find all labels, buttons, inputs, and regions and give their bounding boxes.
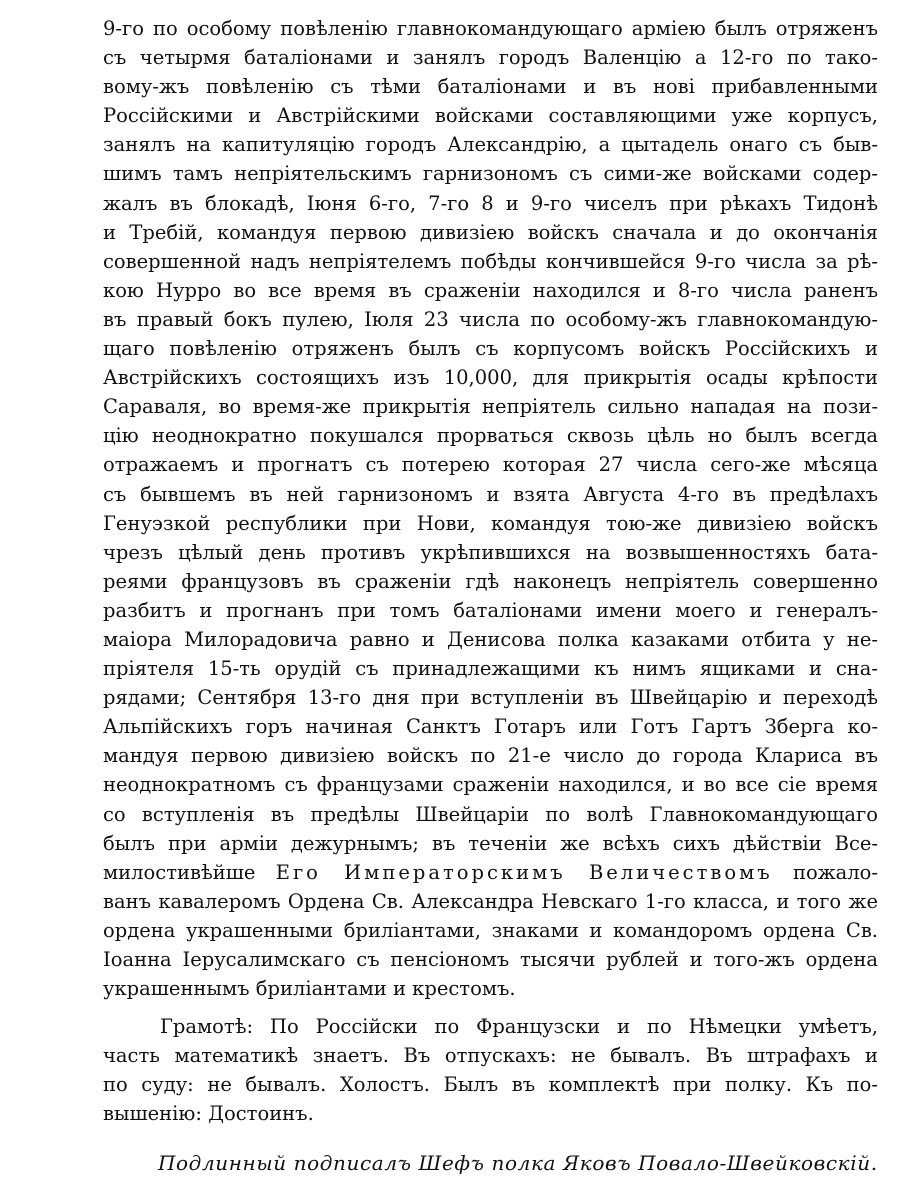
text-line: разбитъ и прогнанъ при томъ баталіонами имени моего и генералъ- bbox=[103, 598, 878, 622]
text-line: въ правый бокъ пулею, Іюля 23 числа по особому-жъ главнокомандую- bbox=[103, 307, 878, 331]
text-line: рядами; Сентября 13-го дня при вступленіи въ Швейцарію и переходѣ bbox=[103, 686, 878, 710]
text-line: жалъ въ блокадѣ, Іюня 6-го, 7-го 8 и 9-го чиселъ при рѣкахъ Тидонѣ bbox=[103, 191, 878, 215]
text-line: Грамотѣ: По Россійски по Французски и по Нѣмецки умѣетъ, bbox=[160, 1015, 878, 1038]
text-line: вому-жъ повѣленію съ тѣми баталіонами и въ нові прибавленными bbox=[103, 75, 878, 99]
text-line: щаго повѣленію отряженъ былъ съ корпусомъ войскъ Россійскихъ и bbox=[103, 337, 878, 361]
signature-line: Подлинный подписалъ Шефъ полка Яковъ Повало-Швейковскій. bbox=[158, 1151, 878, 1175]
text-line: занялъ на капитуляцію городъ Александрію, а цытадель онаго съ быв- bbox=[103, 133, 878, 157]
text-line: Іоанна Іерусалимскаго съ пенсіономъ тысячи рублей и того-жъ ордена bbox=[103, 948, 878, 971]
spaced-imperial-title: Его Императорскимъ Величествомъ bbox=[275, 860, 773, 884]
text-line: мандуя первою дивизіею войскъ по 21-е число до города Клариса въ bbox=[103, 744, 878, 768]
line-start: милостивѣйше bbox=[103, 860, 256, 884]
text-line: реями французовъ въ сраженіи гдѣ наконецъ непріятель совершенно bbox=[103, 569, 878, 593]
text-line: съ бывшемъ въ ней гарнизономъ и взята Августа 4-го въ предѣлахъ bbox=[103, 482, 878, 506]
text-line: по суду: не бывалъ. Холостъ. Былъ въ комплектѣ при полку. Къ по- bbox=[103, 1073, 878, 1097]
text-line: Сараваля, во время-же прикрытія непріятель сильно нападая на пози- bbox=[103, 395, 878, 419]
line-end: пожало- bbox=[792, 860, 878, 884]
text-line: ордена украшенными бриліантами, знаками и командоромъ ордена Св. bbox=[103, 918, 878, 942]
text-line: часть математикѣ знаетъ. Въ отпускахъ: не бывалъ. Въ штрафахъ и bbox=[103, 1044, 878, 1068]
text-line: ванъ кавалеромъ Ордена Св. Александра Невскаго 1-го класса, и того же bbox=[103, 889, 878, 913]
text-line: неоднократномъ съ французами сраженіи находился, и во все сіе время bbox=[103, 773, 878, 797]
text-line: со вступленія въ предѣлы Швейцаріи по волѣ Главнокомандующаго bbox=[103, 802, 878, 826]
text-line: пріятеля 15-ть орудій съ принадлежащими къ нимъ ящиками и сна- bbox=[103, 657, 878, 681]
text-line: кою Нурро во все время въ сраженіи находился и 8-го числа раненъ bbox=[103, 278, 878, 302]
text-line-spaced-title bbox=[103, 858, 878, 887]
text-line: маіора Милорадовича равно и Денисова полка казаками отбита у не- bbox=[103, 627, 878, 651]
literacy-paragraph bbox=[103, 1012, 878, 1128]
text-line: отражаемъ и прогнатъ съ потерею которая 27 числа сего-же мѣсяца bbox=[103, 453, 878, 477]
text-line: цію неоднократно покушался прорваться сквозь цѣль но былъ всегда bbox=[103, 424, 878, 448]
text-line: шимъ тамъ непріятельскимъ гарнизономъ съ сими-же войсками содер- bbox=[103, 162, 878, 186]
text-line: съ четырмя баталіонами и занялъ городъ Валенцію а 12-го по тако- bbox=[103, 46, 878, 70]
text-line: украшеннымъ бриліантами и крестомъ. bbox=[103, 977, 516, 1001]
text-line: чрезъ цѣлый день противъ укрѣпившихся на возвышенностяхъ бата- bbox=[103, 540, 878, 564]
text-line: и Требій, командуя первою дивизіею войскъ сначала и до окончанія bbox=[103, 220, 878, 244]
text-line: 9-го по особому повѣленію главнокомандующаго арміею былъ отряженъ bbox=[103, 17, 878, 40]
text-line: былъ при арміи дежурнымъ; въ теченіи же всѣхъ сихъ дѣйствіи Все- bbox=[103, 831, 878, 855]
text-line: Россійскими и Австрійскими войсками составляющими уже корпусъ, bbox=[103, 104, 878, 128]
main-paragraph bbox=[103, 14, 878, 1003]
text-line: совершенной надъ непріятелемъ побѣды кончившейся 9-го числа за рѣ- bbox=[103, 249, 878, 273]
text-line: Генуэзкой республики при Нови, командуя тою-же дивизіею войскъ bbox=[103, 511, 878, 535]
text-line: Австрійскихъ состоящихъ изъ 10,000, для прикрытія осады крѣпости bbox=[103, 366, 878, 390]
text-line: Альпійскихъ горъ начиная Санктъ Готаръ или Готъ Гартъ Зберга ко- bbox=[103, 715, 878, 739]
text-line: вышенію: Достоинъ. bbox=[103, 1102, 314, 1126]
